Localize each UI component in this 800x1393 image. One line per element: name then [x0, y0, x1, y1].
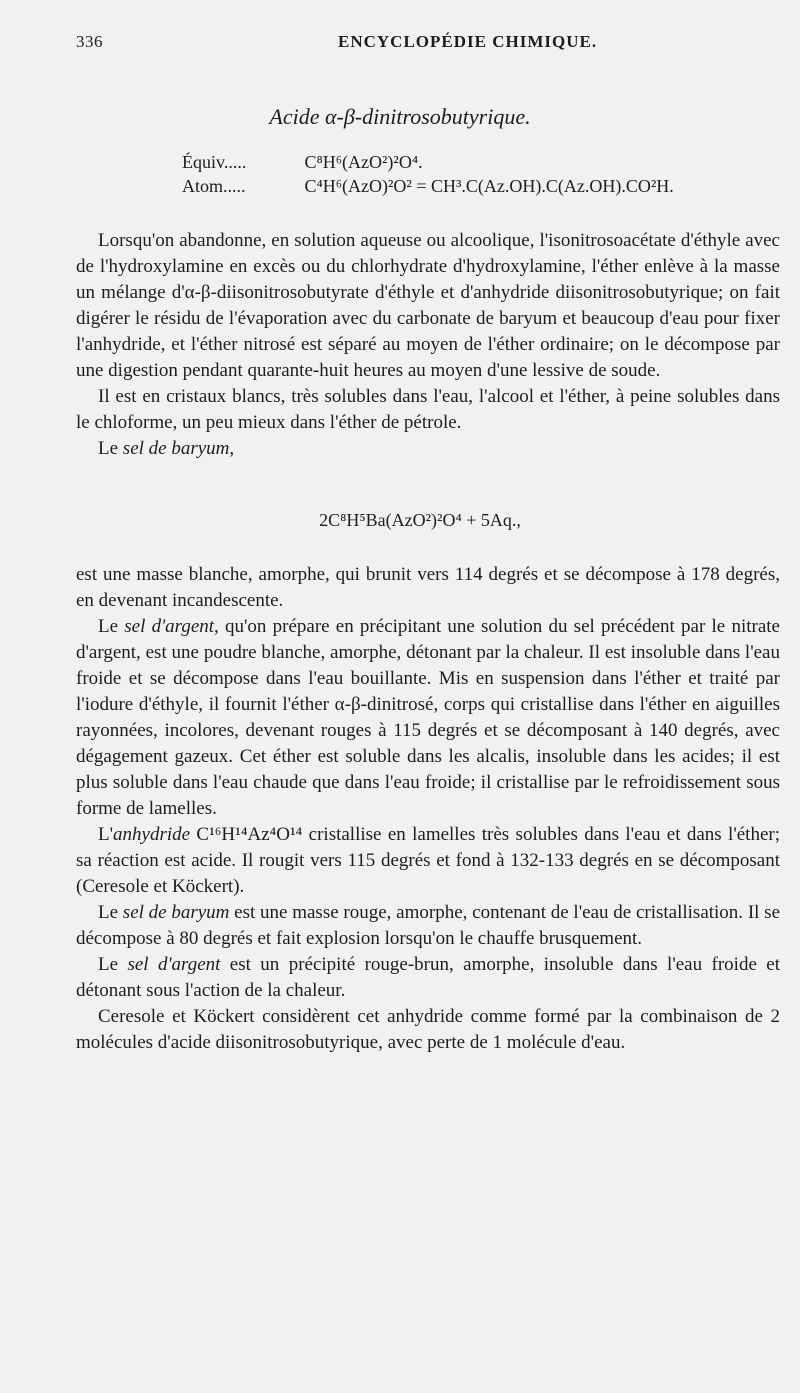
paragraph-properties: Il est en cristaux blancs, très solubles dans l'eau, l'alcool et l'éther, à peine solubles dans le chloforme, un peu mieux dans l'éther de pétrole. — [76, 386, 780, 433]
text-prefix: Le — [98, 954, 128, 975]
term-italic: sel d'argent — [124, 616, 215, 637]
paragraph-text: est un précipité rouge-brun, amorphe, insoluble dans l'eau froide et détonant sous l'action de la chaleur. — [76, 954, 780, 1001]
term-italic: sel de baryum — [122, 438, 230, 459]
paragraph-sel-baryum-2 — [76, 900, 780, 952]
page-header — [76, 32, 776, 56]
term-italic: anhydride — [113, 824, 191, 845]
text-suffix: , — [229, 438, 235, 459]
paragraph-sel-argent-2 — [76, 952, 780, 1004]
paragraph-sel-argent — [76, 614, 780, 822]
paragraph-sel-baryum-intro — [76, 436, 780, 462]
equiv-formula-row — [182, 152, 423, 173]
paragraph-text: cristallise en lamelles très solubles dans l'eau et dans l'éther; sa réaction est acide. Il rougit vers 115 degrés et fond à 132-133 degrés en se décomposant (Ceresole et Köckert). — [76, 824, 780, 897]
anhydride-formula: C¹⁶H¹⁴Az⁴O¹⁴ — [190, 824, 303, 845]
atom-label: Atom..... — [182, 176, 246, 196]
body-text-top — [76, 228, 780, 462]
paragraph-preparation: Lorsqu'on abandonne, en solution aqueuse ou alcoolique, l'isonitrosoacétate d'éthyle avec de l'hydroxylamine en excès ou du chlorhydrate d'hydroxylamine, l'éther enlève à la masse un mélange d'α-β-diisonitrosobutyrate d'éthyle et d'anhydride diisonitrosobutyrique; on fait digérer le résidu de l'évaporation avec du carbonate de baryum et beaucoup d'eau pour fixer l'anhydride, et l'éther nitrosé est séparé au moyen de l'éther ordinaire; on le décompose par une digestion pendant quarante-huit heures au moyen d'une lessive de soude. — [76, 230, 780, 381]
term-italic: sel d'argent — [127, 954, 221, 975]
equiv-formula: C⁸H⁶(AzO²)²O⁴. — [304, 152, 423, 172]
text-prefix: Le — [98, 438, 123, 459]
paragraph-text: est une masse rouge, amorphe, contenant de l'eau de cristallisation. Il se décompose à 80 degrés et fait explosion lorsqu'on le chauffe brusquement. — [76, 902, 781, 949]
paragraph-text: , qu'on prépare en précipitant une solution du sel précédent par le nitrate d'argent, est une poudre blanche, amorphe, détonant par la chaleur. Il est insoluble dans l'eau froide et se décompose dans l'eau bouillante. Mis en suspension dans l'éther et traité par l'iodure d'éthyle, il fournit l'éther α-β-dinitrosé, corps qui cristallise dans l'éther en aiguilles rayonnées, incolores, devenant rouges à 115 degrés et se décomposant à 140 degrés, avec dégagement gazeux. Cet éther est soluble dans les alcalis, insoluble dans les acides; il est plus soluble dans l'eau chaude que dans l'eau froide; il cristallise par le refroidissement sous forme de lamelles. — [76, 616, 780, 819]
running-title: ENCYCLOPÉDIE CHIMIQUE. — [338, 32, 598, 51]
section-title: Acide α-β-dinitrosobutyrique. — [269, 104, 531, 129]
paragraph-baryum-description: est une masse blanche, amorphe, qui brunit vers 114 degrés et se décompose à 178 degrés, en devenant incandescente. — [76, 564, 780, 611]
body-text-bottom — [76, 562, 780, 1056]
text-prefix: L' — [98, 824, 114, 845]
atom-formula-row — [182, 176, 674, 197]
paragraph-conclusion: Ceresole et Köckert considèrent cet anhydride comme formé par la combinaison de 2 molécules d'acide diisonitrosobutyrique, avec perte de 1 molécule d'eau. — [76, 1006, 780, 1053]
equiv-label: Équiv..... — [182, 152, 247, 172]
text-prefix: Le — [98, 902, 123, 923]
text-prefix: Le — [98, 616, 125, 637]
page-number: 336 — [76, 32, 103, 51]
term-italic: sel de baryum — [122, 902, 230, 923]
baryum-salt-formula: 2C⁸H⁵Ba(AzO²)²O⁴ + 5Aq., — [319, 510, 521, 530]
paragraph-anhydride — [76, 822, 780, 900]
atom-formula: C⁴H⁶(AzO)²O² = CH³.C(Az.OH).C(Az.OH).CO²H. — [304, 176, 674, 196]
